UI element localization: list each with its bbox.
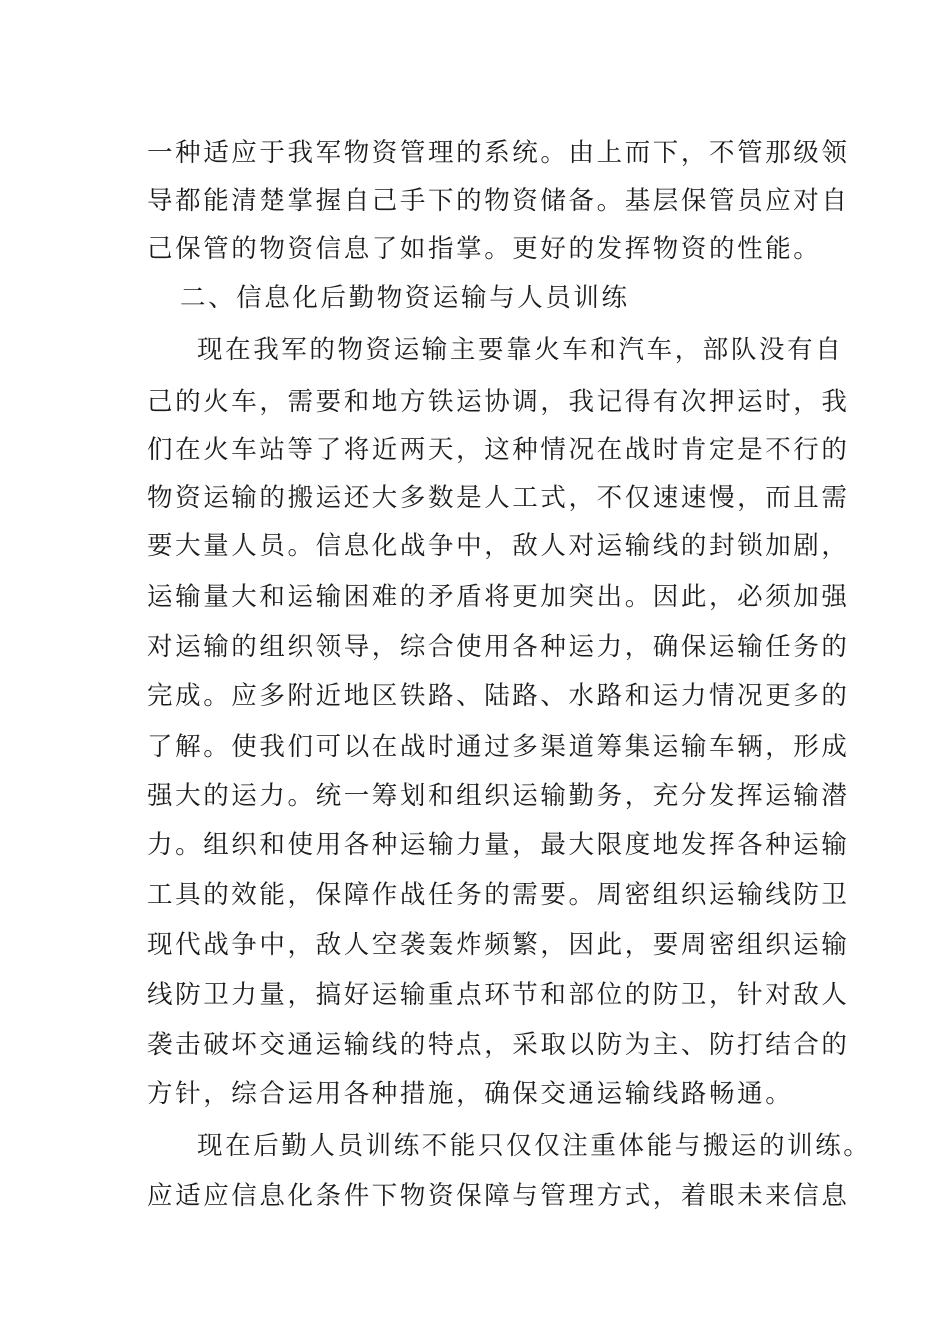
paragraph-line: 己的火车，需要和地方铁运协调，我记得有次押运时，我 <box>147 387 850 417</box>
paragraph-line: 导都能清楚掌握自己手下的物资储备。基层保管员应对自 <box>147 186 850 216</box>
paragraph-line: 强大的运力。统一筹划和组织运输勤务，充分发挥运输潜 <box>147 781 850 811</box>
paragraph-line: 应适应信息化条件下物资保障与管理方式，着眼未来信息 <box>147 1181 850 1211</box>
paragraph-line: 物资运输的搬运还大多数是人工式，不仅速速慢，而且需 <box>147 483 850 513</box>
paragraph-line: 现代战争中，敌人空袭轰炸频繁，因此，要周密组织运输 <box>147 930 850 960</box>
paragraph-line: 现在后勤人员训练不能只仅仅注重体能与搬运的训练。 <box>197 1131 872 1161</box>
paragraph-line: 一种适应于我军物资管理的系统。由上而下，不管那级领 <box>147 138 850 168</box>
paragraph-line: 方针，综合运用各种措施，确保交通运输线路畅通。 <box>147 1079 794 1109</box>
paragraph-line: 线防卫力量，搞好运输重点环节和部位的防卫，针对敌人 <box>147 980 850 1010</box>
paragraph-line: 工具的效能，保障作战任务的需要。周密组织运输线防卫 <box>147 880 850 910</box>
paragraph-line: 力。组织和使用各种运输力量，最大限度地发挥各种运输 <box>147 830 850 860</box>
paragraph-line: 完成。应多附近地区铁路、陆路、水路和运力情况更多的 <box>147 681 850 711</box>
paragraph-line: 现在我军的物资运输主要靠火车和汽车，部队没有自 <box>197 335 844 365</box>
paragraph-line: 了解。使我们可以在战时通过多渠道筹集运输车辆，形成 <box>147 732 850 762</box>
paragraph-line: 对运输的组织领导，综合使用各种运力，确保运输任务的 <box>147 632 850 662</box>
paragraph-line: 袭击破坏交通运输线的特点，采取以防为主、防打结合的 <box>147 1030 850 1060</box>
paragraph-line: 运输量大和运输困难的矛盾将更加突出。因此，必须加强 <box>147 582 850 612</box>
paragraph-line: 要大量人员。信息化战争中，敌人对运输线的封锁加剧， <box>147 531 850 561</box>
paragraph-line: 己保管的物资信息了如指掌。更好的发挥物资的性能。 <box>147 234 822 264</box>
paragraph-line: 们在火车站等了将近两天，这种情况在战时肯定是不行的 <box>147 435 850 465</box>
section-heading: 二、信息化后勤物资运输与人员训练 <box>180 283 630 313</box>
